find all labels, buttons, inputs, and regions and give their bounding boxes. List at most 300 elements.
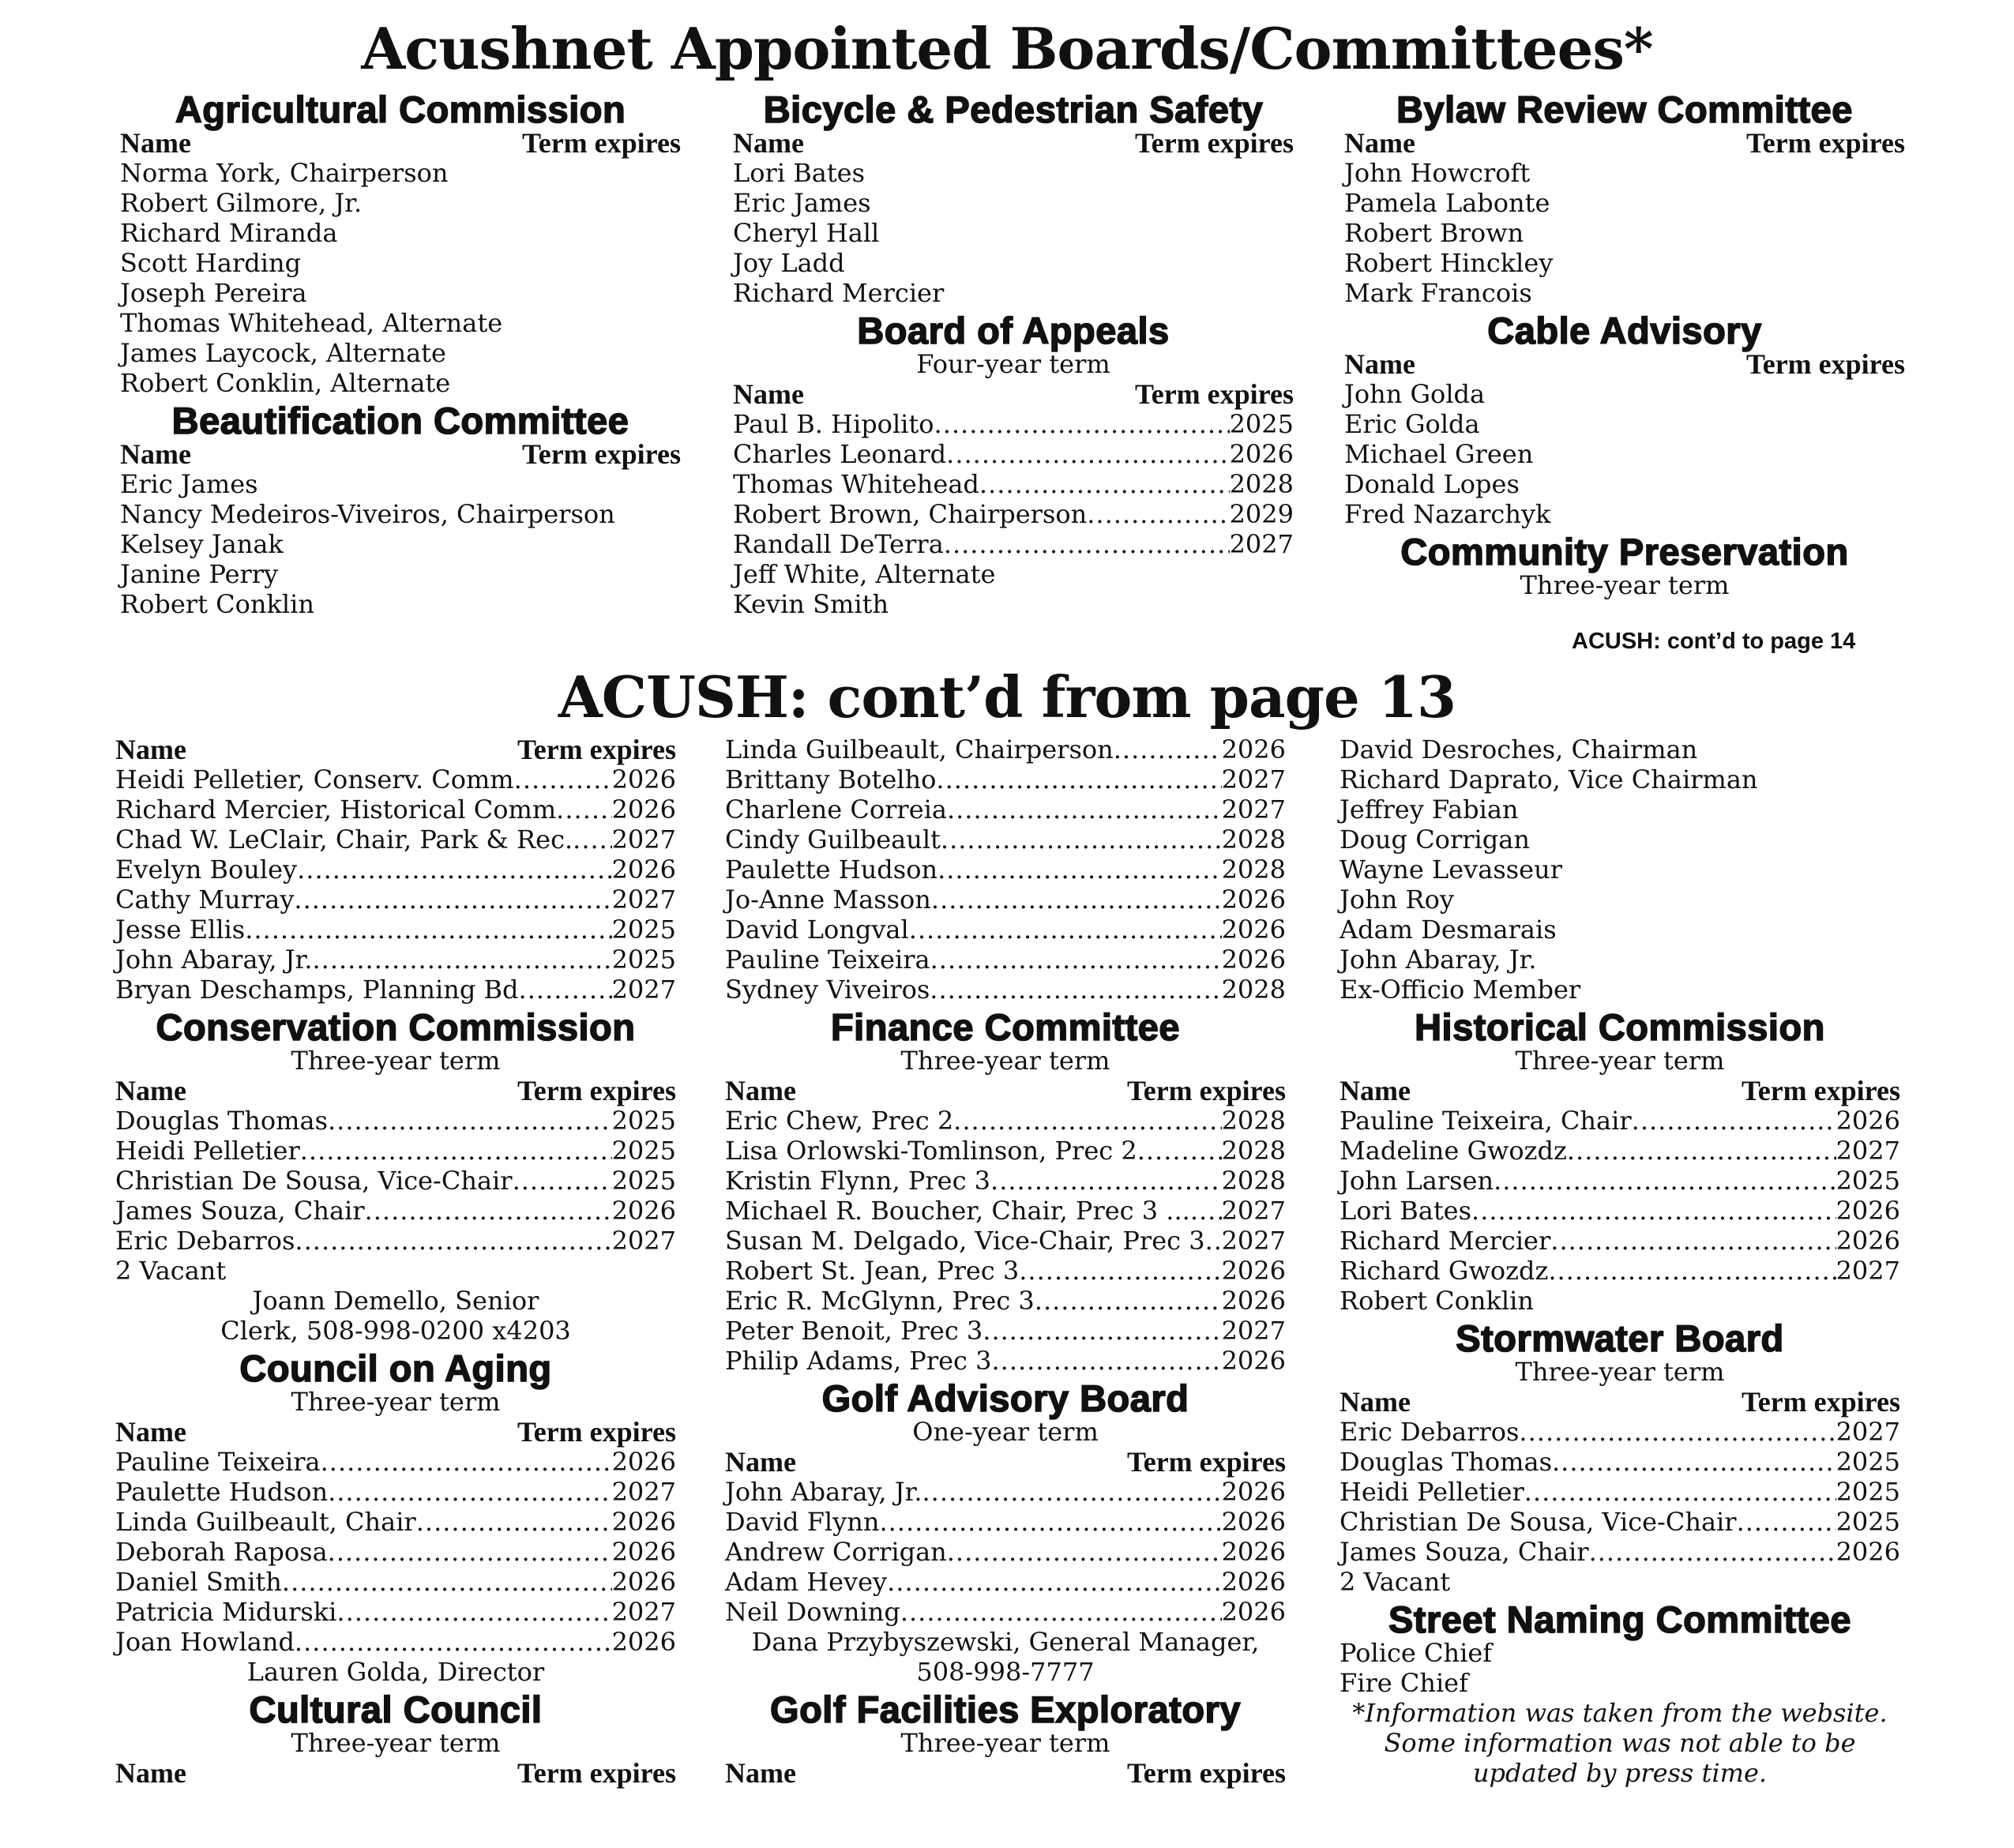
board-of-appeals-section (733, 310, 1294, 619)
historical-commission-section (1340, 1006, 1900, 1316)
member-row (725, 824, 1286, 855)
member-name: Robert St. Jean, Prec 3 (725, 1256, 1020, 1286)
member-name: Pauline Teixeira (115, 1447, 321, 1477)
cable-advisory-section (1344, 310, 1905, 529)
member-row (725, 915, 1286, 945)
name-label: Name (725, 1075, 796, 1106)
member-name: Heidi Pelletier (1340, 1477, 1524, 1507)
member-year: 2026 (1221, 1346, 1286, 1376)
member-year: 2026 (1221, 1537, 1286, 1567)
member-year: 2026 (1221, 1477, 1286, 1507)
member-year: 2026 (611, 1507, 676, 1537)
term-label: Term expires (1127, 1757, 1286, 1789)
continued-title: ACUSH: cont’d from page 13 (558, 663, 1456, 731)
member-name: Peter Benoit, Prec 3 (725, 1316, 983, 1346)
member-name: Christian De Sousa, Vice-Chair (115, 1166, 513, 1196)
member-line: John Abaray, Jr. (1340, 945, 1537, 975)
member-row (725, 794, 1286, 824)
member-row (725, 1256, 1286, 1286)
member-line: Robert Hinckley (1344, 248, 1554, 278)
member-name: Andrew Corrigan (725, 1537, 947, 1567)
member-year: 2026 (1836, 1106, 1900, 1136)
name-label: Name (115, 1416, 186, 1448)
member-year: 2026 (1221, 1507, 1286, 1537)
member-year: 2028 (1221, 975, 1286, 1005)
column-header (733, 128, 1294, 158)
member-year: 2025 (611, 915, 676, 945)
name-label: Name (725, 1446, 796, 1478)
member-line: Joseph Pereira (120, 278, 307, 308)
term-length: Three-year term (291, 1046, 501, 1076)
term-length: One-year term (912, 1417, 1099, 1447)
member-row (725, 734, 1286, 764)
term-label: Term expires (522, 127, 681, 159)
member-year: 2027 (1221, 794, 1286, 824)
term-label: Term expires (1127, 1075, 1286, 1106)
member-row (733, 469, 1294, 499)
member-line: Janine Perry (120, 559, 279, 589)
term-length: Three-year term (1515, 1046, 1725, 1076)
member-name: Lori Bates (1340, 1196, 1472, 1226)
member-row (725, 945, 1286, 975)
column-header (1340, 1076, 1900, 1106)
member-name: John Larsen (1340, 1166, 1494, 1196)
member-name: Paulette Hudson (115, 1477, 329, 1507)
member-row (725, 1136, 1286, 1166)
name-label: Name (733, 127, 804, 159)
member-year: 2026 (611, 1627, 676, 1657)
conservation-commission-section (115, 1006, 676, 1346)
member-line: Kevin Smith (733, 589, 889, 619)
member-row (1340, 1106, 1900, 1136)
member-row (115, 1567, 676, 1597)
member-name: James Souza, Chair (1340, 1537, 1589, 1567)
member-name: Jo-Anne Masson (725, 885, 931, 915)
term-label: Term expires (522, 438, 681, 470)
member-row (733, 499, 1294, 529)
member-line: David Desroches, Chairman (1340, 734, 1698, 764)
member-row (725, 1316, 1286, 1346)
member-line: Eric James (733, 188, 871, 218)
name-label: Name (725, 1757, 796, 1789)
member-line: Robert Brown (1344, 218, 1524, 248)
member-year: 2027 (611, 1477, 676, 1507)
section-heading: Bylaw Review Committee (1396, 88, 1853, 130)
member-year: 2026 (611, 764, 676, 794)
member-row (115, 945, 676, 975)
finance-committee-section (725, 1006, 1286, 1376)
member-row (115, 764, 676, 794)
member-year: 2026 (1836, 1537, 1900, 1567)
member-name: Eric Debarros (1340, 1417, 1520, 1447)
member-row (115, 1136, 676, 1166)
column-header (1340, 1387, 1900, 1417)
member-line: Robert Conklin (1340, 1286, 1534, 1316)
member-name: Christian De Sousa, Vice-Chair (1340, 1507, 1737, 1537)
member-row (1340, 1417, 1900, 1447)
member-row (115, 1627, 676, 1657)
column-header (725, 1447, 1286, 1477)
member-year: 2026 (1221, 1256, 1286, 1286)
member-row (1340, 1477, 1900, 1507)
name-label: Name (733, 378, 804, 410)
member-row (725, 1597, 1286, 1627)
member-name: Philip Adams, Prec 3 (725, 1346, 992, 1376)
member-line: Doug Corrigan (1340, 824, 1530, 855)
member-row (115, 855, 676, 885)
member-name: Paulette Hudson (725, 855, 938, 885)
member-row (1340, 1537, 1900, 1567)
cultural-council-members (725, 734, 1286, 1005)
member-row (733, 409, 1294, 439)
member-line: Ex-Officio Member (1340, 975, 1581, 1005)
member-name: Eric R. McGlynn, Prec 3 (725, 1286, 1035, 1316)
member-row (115, 1226, 676, 1256)
member-row (1340, 1226, 1900, 1256)
member-name: David Longval (725, 915, 909, 945)
member-row (725, 855, 1286, 885)
street-naming-section (1340, 1598, 1900, 1698)
member-row (725, 764, 1286, 794)
member-row (733, 529, 1294, 559)
director-line: Lauren Golda, Director (246, 1657, 545, 1687)
member-year: 2026 (611, 794, 676, 824)
member-row (725, 975, 1286, 1005)
member-year: 2026 (611, 855, 676, 885)
member-line: Eric Golda (1344, 409, 1480, 439)
vacant-line: 2 Vacant (115, 1256, 227, 1286)
member-row (725, 1537, 1286, 1567)
member-line: Eric James (120, 469, 258, 499)
member-name: Richard Mercier, Historical Comm (115, 794, 557, 824)
community-preservation-section (1344, 531, 1905, 600)
member-name: Patricia Midurski (115, 1597, 337, 1627)
name-label: Name (115, 1757, 186, 1789)
member-year: 2026 (1221, 1597, 1286, 1627)
member-year: 2027 (1221, 764, 1286, 794)
member-name: Heidi Pelletier, Conserv. Comm (115, 764, 514, 794)
member-year: 2026 (1221, 734, 1286, 764)
term-label: Term expires (1742, 1386, 1900, 1418)
member-line: Kelsey Janak (120, 529, 284, 559)
member-year: 2027 (1836, 1136, 1900, 1166)
member-line: Cheryl Hall (733, 218, 880, 248)
member-line: Police Chief (1340, 1638, 1493, 1668)
member-row (115, 1196, 676, 1226)
term-length: Three-year term (900, 1046, 1110, 1076)
member-year: 2028 (1221, 1136, 1286, 1166)
member-year: 2026 (611, 1447, 676, 1477)
name-label: Name (120, 127, 191, 159)
member-row (725, 1346, 1286, 1376)
bottom-column-middle (725, 734, 1286, 1788)
member-name: John Abaray, Jr. (115, 945, 313, 975)
name-label: Name (115, 1075, 186, 1106)
member-name: Eric Chew, Prec 2 (725, 1106, 954, 1136)
member-name: Madeline Gwozdz (1340, 1136, 1567, 1166)
member-year: 2027 (611, 885, 676, 915)
footnote-line: updated by press time. (1472, 1758, 1768, 1788)
member-year: 2027 (611, 824, 676, 855)
member-row (725, 1166, 1286, 1196)
member-line: Richard Miranda (120, 218, 338, 248)
member-year: 2025 (1836, 1477, 1900, 1507)
member-year: 2027 (611, 1226, 676, 1256)
member-year: 2025 (611, 1136, 676, 1166)
golf-facilities-members (1340, 734, 1900, 1005)
member-year: 2025 (611, 1166, 676, 1196)
term-length: Three-year term (291, 1728, 501, 1758)
member-name: Brittany Botelho (725, 764, 937, 794)
member-year: 2028 (1229, 469, 1294, 499)
continued-note: ACUSH: cont’d to page 14 (1572, 629, 1856, 654)
footnote-line: *Information was taken from the website. (1352, 1698, 1888, 1728)
term-length: Three-year term (291, 1387, 501, 1417)
member-year: 2025 (1229, 409, 1294, 439)
member-row (1340, 1507, 1900, 1537)
member-name: David Flynn (725, 1507, 880, 1537)
member-year: 2026 (1221, 1286, 1286, 1316)
member-year: 2028 (1221, 824, 1286, 855)
section-heading: Council on Aging (239, 1347, 552, 1389)
member-line: Fire Chief (1340, 1668, 1468, 1698)
member-row (725, 1477, 1286, 1507)
member-line: John Golda (1344, 379, 1486, 409)
name-label: Name (1344, 348, 1415, 380)
member-name: Jesse Ellis (115, 915, 246, 945)
member-year: 2026 (1229, 439, 1294, 469)
member-year: 2026 (1836, 1196, 1900, 1226)
footnote-line: Some information was not able to be (1384, 1728, 1856, 1758)
member-name: Evelyn Bouley (115, 855, 298, 885)
member-line: Nancy Medeiros-Viveiros, Chairperson (120, 499, 615, 529)
section-heading: Golf Facilities Exploratory (770, 1688, 1241, 1730)
member-row (733, 439, 1294, 469)
member-line: Robert Conklin, Alternate (120, 368, 451, 398)
column-header (120, 439, 681, 469)
stormwater-board-section (1340, 1317, 1900, 1597)
member-year: 2026 (1221, 915, 1286, 945)
member-row (115, 1166, 676, 1196)
member-row (1340, 1447, 1900, 1477)
manager-line: Dana Przybyszewski, General Manager, (751, 1627, 1260, 1657)
member-row (115, 1537, 676, 1567)
member-row (115, 1477, 676, 1507)
section-heading: Golf Advisory Board (821, 1377, 1189, 1419)
term-label: Term expires (1746, 127, 1905, 159)
section-heading: Finance Committee (830, 1006, 1181, 1048)
council-on-aging-section (115, 1347, 676, 1687)
section-heading: Beautification Committee (171, 400, 629, 441)
member-line: John Howcroft (1344, 158, 1531, 188)
column-header (115, 1758, 676, 1788)
member-line: Richard Mercier (733, 278, 945, 308)
member-name: James Souza, Chair (115, 1196, 365, 1226)
member-year: 2025 (1836, 1447, 1900, 1477)
member-name: Douglas Thomas (115, 1106, 328, 1136)
member-line: Pamela Labonte (1344, 188, 1550, 218)
section-heading: Conservation Commission (156, 1006, 636, 1048)
golf-facilities-heading-section (725, 1688, 1286, 1789)
member-line: Richard Daprato, Vice Chairman (1340, 764, 1758, 794)
member-line: Norma York, Chairperson (120, 158, 449, 188)
member-year: 2027 (611, 1597, 676, 1627)
section-heading: Cultural Council (249, 1688, 543, 1730)
member-name: Joan Howland (115, 1627, 295, 1657)
name-label: Name (1340, 1386, 1411, 1418)
member-line: Robert Conklin (120, 589, 314, 619)
top-column-left (120, 87, 681, 619)
member-line: Jeff White, Alternate (733, 559, 996, 589)
bicycle-pedestrian-section (733, 88, 1294, 308)
member-line: Fred Nazarchyk (1344, 499, 1551, 529)
member-line: Michael Green (1344, 439, 1534, 469)
member-name: Paul B. Hipolito (733, 409, 934, 439)
term-label: Term expires (1135, 378, 1294, 410)
member-row (115, 1597, 676, 1627)
member-row (115, 885, 676, 915)
section-heading: Board of Appeals (857, 310, 1170, 351)
member-year: 2026 (1836, 1226, 1900, 1256)
contact-line: Joann Demello, Senior (252, 1286, 539, 1316)
member-line: Scott Harding (120, 248, 302, 278)
member-year: 2028 (1221, 855, 1286, 885)
member-year: 2026 (611, 1196, 676, 1226)
beautification-committee-section (120, 400, 681, 619)
contact-line: Clerk, 508-998-0200 x4203 (220, 1316, 571, 1346)
term-length: Four-year term (916, 349, 1110, 379)
term-length: Three-year term (1515, 1357, 1725, 1387)
member-name: Eric Debarros (115, 1226, 295, 1256)
bottom-column-left (115, 734, 676, 1788)
member-row (115, 824, 676, 855)
agricultural-commission-section (120, 88, 681, 398)
member-row (115, 1106, 676, 1136)
member-year: 2027 (1836, 1256, 1900, 1286)
term-label: Term expires (1135, 127, 1294, 159)
member-year: 2027 (1221, 1196, 1286, 1226)
member-year: 2026 (611, 1567, 676, 1597)
member-year: 2027 (611, 975, 676, 1005)
member-row (725, 1286, 1286, 1316)
member-row (1340, 1256, 1900, 1286)
member-line: Mark Francois (1344, 278, 1532, 308)
member-name: Daniel Smith (115, 1567, 282, 1597)
member-row (1340, 1196, 1900, 1226)
golf-advisory-section (725, 1377, 1286, 1687)
member-name: Linda Guilbeault, Chairperson (725, 734, 1114, 764)
member-year: 2027 (1221, 1226, 1286, 1256)
member-name: Michael R. Boucher, Chair, Prec 3 ... (725, 1196, 1190, 1226)
member-row (115, 1447, 676, 1477)
member-row (1340, 1136, 1900, 1166)
member-name: Robert Brown, Chairperson (733, 499, 1088, 529)
member-name: Sydney Viveiros (725, 975, 930, 1005)
bylaw-review-section (1344, 88, 1905, 308)
column-header (725, 1076, 1286, 1106)
member-row (725, 1196, 1286, 1226)
cultural-council-heading-section (115, 1688, 676, 1789)
term-label: Term expires (1746, 348, 1905, 380)
member-row (725, 1226, 1286, 1256)
member-name: Charlene Correia (725, 794, 947, 824)
member-year: 2025 (611, 945, 676, 975)
member-year: 2027 (1836, 1417, 1900, 1447)
member-year: 2026 (1221, 1567, 1286, 1597)
bottom-column-right (1340, 734, 1900, 1788)
section-heading: Stormwater Board (1456, 1317, 1784, 1359)
member-year: 2026 (611, 1537, 676, 1567)
member-line: James Laycock, Alternate (120, 338, 446, 368)
term-label: Term expires (517, 1075, 676, 1106)
member-name: Thomas Whitehead (733, 469, 979, 499)
member-name: Cathy Murray (115, 885, 295, 915)
member-row (115, 794, 676, 824)
member-year: 2029 (1229, 499, 1294, 529)
column-header (1344, 128, 1905, 158)
vacant-line: 2 Vacant (1340, 1567, 1451, 1597)
column-header (725, 1758, 1286, 1788)
term-label: Term expires (1127, 1446, 1286, 1478)
community-preservation-members (115, 734, 676, 1005)
column-header (120, 128, 681, 158)
name-label: Name (1340, 1075, 1411, 1106)
name-label: Name (1344, 127, 1415, 159)
section-heading: Agricultural Commission (175, 88, 626, 130)
member-name: Richard Mercier (1340, 1226, 1551, 1256)
member-year: 2028 (1221, 1106, 1286, 1136)
column-header (733, 379, 1294, 409)
member-name: Pauline Teixeira (725, 945, 930, 975)
term-label: Term expires (517, 734, 676, 765)
member-name: Douglas Thomas (1340, 1447, 1552, 1477)
member-name: Kristin Flynn, Prec 3 (725, 1166, 991, 1196)
member-row (725, 1567, 1286, 1597)
section-heading: Historical Commission (1415, 1006, 1825, 1048)
member-year: 2027 (1221, 1316, 1286, 1346)
member-line: Robert Gilmore, Jr. (120, 188, 363, 218)
member-row (725, 885, 1286, 915)
column-header (115, 1417, 676, 1447)
member-name: John Abaray, Jr. (725, 1477, 922, 1507)
manager-line: 508-998-7777 (916, 1657, 1095, 1687)
member-name: Chad W. LeClair, Chair, Park & Rec. (115, 824, 573, 855)
member-name: Deborah Raposa (115, 1537, 328, 1567)
member-line: Donald Lopes (1344, 469, 1520, 499)
section-heading: Bicycle & Pedestrian Safety (763, 88, 1264, 130)
member-year: 2026 (1221, 945, 1286, 975)
name-label: Name (120, 438, 191, 470)
member-name: Susan M. Delgado, Vice-Chair, Prec 3 (725, 1226, 1205, 1256)
member-name: Richard Gwozdz (1340, 1256, 1549, 1286)
column-header (115, 1076, 676, 1106)
member-line: Joy Ladd (733, 248, 845, 278)
member-year: 2027 (1229, 529, 1294, 559)
member-name: Adam Hevey (725, 1567, 888, 1597)
column-header (1344, 349, 1905, 379)
member-line: Adam Desmarais (1340, 915, 1557, 945)
section-heading: Street Naming Committee (1388, 1598, 1852, 1640)
section-heading: Community Preservation (1400, 531, 1849, 573)
member-year: 2025 (611, 1106, 676, 1136)
member-row (725, 1507, 1286, 1537)
member-line: John Roy (1340, 885, 1454, 915)
term-length: Three-year term (1520, 570, 1730, 600)
member-line: Lori Bates (733, 158, 866, 188)
member-name: Linda Guilbeault, Chair (115, 1507, 416, 1537)
member-row (1340, 1166, 1900, 1196)
member-line: Jeffrey Fabian (1340, 794, 1519, 824)
